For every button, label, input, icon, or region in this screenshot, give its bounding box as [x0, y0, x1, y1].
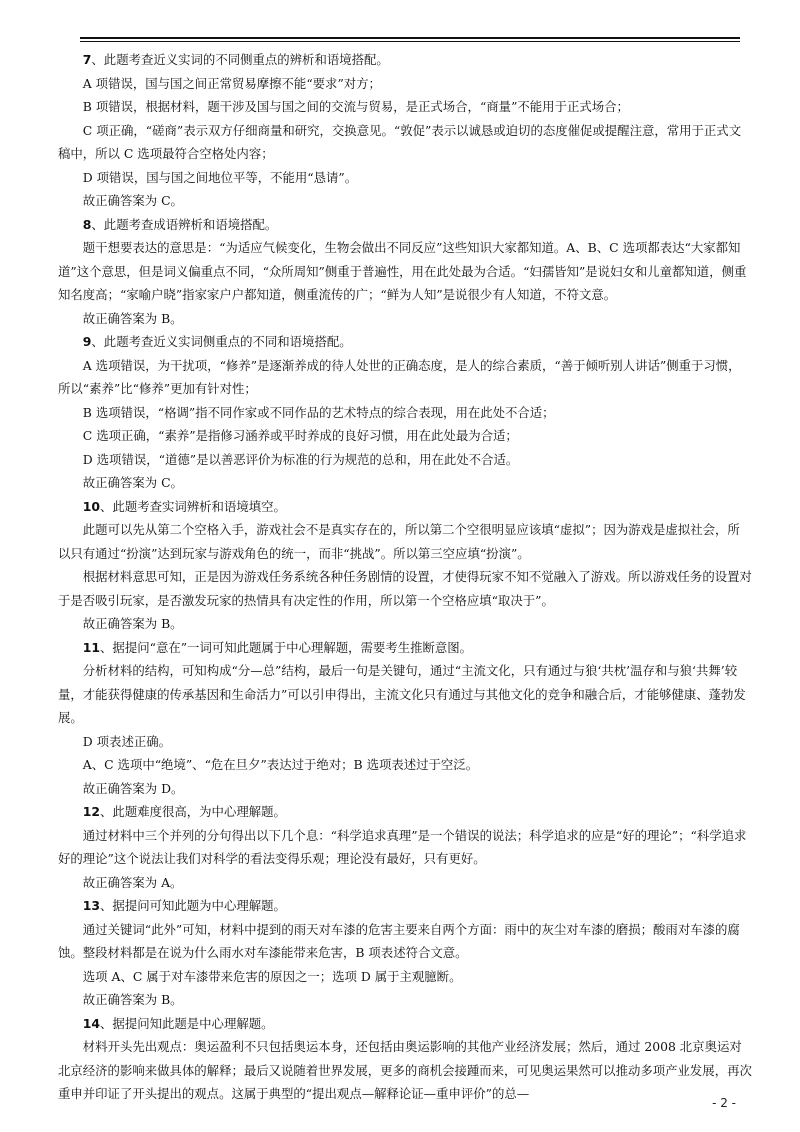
q12-number: 12: [82, 804, 101, 819]
q14-heading: [58, 1012, 752, 1036]
q12-answer: 故正确答案为 A。: [82, 874, 183, 890]
q13-number: 13: [82, 898, 101, 913]
q9-option-c: C 选项正确，“素养”是指修习涵养或平时养成的良好习惯，用在此处最为合适；: [82, 428, 518, 443]
q11-paragraph-1: 分析材料的结构，可知构成“分—总”结构，最后一句是关键句，通过“主流文化，只有通过与狼‘共枕’温存和与狼‘共舞’较量，才能获得健康的传承基因和生命活力”可以引申得出，主流文化只有通过与其他文化的竞争和融合后，才能够健康、蓬勃发展。: [58, 663, 746, 725]
q8-heading: [58, 213, 752, 237]
q7-option-a: A 项错误，国与国之间正常贸易摩擦不能“要求”对方；: [82, 75, 381, 91]
q11-answer: 故正确答案为 D。: [82, 780, 184, 796]
header-rule-thick: [80, 37, 740, 39]
q11-paragraph-2: D 项表述正确。: [82, 733, 172, 749]
q7-option-b: B 项错误，根据材料，题干涉及国与国之间的交流与贸易，是正式场合，“商量”不能用于正式场合；: [82, 99, 629, 114]
q9-heading: [58, 330, 752, 354]
q13-paragraph-1: 通过关键词“此外”可知，材料中提到的雨天对车漆的危害主要来自两个方面：雨中的灰尘对车漆的磨损；酸雨对车漆的腐蚀。整段材料都是在说为什么雨水对车漆能带来危害，B 项表述符合文意。: [58, 921, 740, 960]
q12-paragraph-1: 通过材料中三个并列的分句得出以下几个息：“科学追求真理”是一个错误的说法；科学追求的应是“好的理论”；“科学追求好的理论”这个说法让我们对科学的看法变得乐观；理论没有最好，只有更好。: [58, 827, 747, 866]
q9-option-a: A 选项错误，为干扰项，“修养”是逐渐养成的待人处世的正确态度，是人的综合素质，“善于倾听别人讲话”侧重于习惯，所以“素养”比“修养”更加有针对性；: [58, 357, 741, 396]
q14-paragraph-1: 材料开头先出观点：奥运盈利不只包括奥运本身，还包括由奥运影响的其他产业经济发展；然后，通过 2008 北京奥运对北京经济的影响来做具体的解释；最后又说随着世界发展，更多的商机会接踵而来，可见奥运果然可以推动多项产业发展，再次重申并印证了开头提出的观点。这属于典型的“提出观点—解释论证—重申评价”的总—: [58, 1039, 752, 1101]
q10-paragraph-1: 此题可以先从第二个空格入手，游戏社会不是真实存在的，所以第二个空很明显应该填“虚拟”；因为游戏是虚拟社会，所以只有通过“扮演”达到玩家与游戏角色的统一，而非“挑战”。所以第三空应填“扮演”。: [58, 522, 740, 561]
q11-paragraph-3: A、C 选项中“绝境”、“危在旦夕”表达过于绝对；B 选项表述过于空泛。: [82, 757, 479, 772]
q9-answer: 故正确答案为 C。: [82, 475, 183, 490]
q10-heading: [58, 495, 752, 519]
answer-explanations: [58, 48, 752, 1106]
q9-heading-text: 、此题考查近义实词侧重点的不同和语境搭配。: [91, 334, 352, 349]
q12-heading-text: 、此题难度很高，为中心理解题。: [100, 804, 286, 819]
q8-number: 8: [82, 216, 92, 232]
q7-heading-text: 、此题考查近义实词的不同侧重点的辨析和语境搭配。: [91, 52, 389, 67]
q7-option-c: C 项正确，“磋商”表示双方仔细商量和研究，交换意见。“敦促”表示以诚恳或迫切的态度催促或提醒注意，常用于正式文稿中，所以 C 选项最符合空格处内容；: [58, 122, 742, 161]
q9-option-d: D 选项错误，“道德”是以善恶评价为标准的行为规范的总和，用在此处不合适。: [82, 451, 519, 467]
q13-heading: [58, 894, 752, 918]
q11-heading-text: 、据提问“意在”一词可知此题属于中心理解题，需要考生推断意图。: [100, 639, 473, 655]
q9-number: 9: [82, 334, 92, 349]
q7-answer: 故正确答案为 C。: [82, 193, 183, 208]
q10-answer: 故正确答案为 B。: [82, 616, 183, 631]
q12-heading: [58, 800, 752, 824]
q8-paragraph-1: 题干想要表达的意思是：“为适应气候变化，生物会做出不同反应”这些知识大家都知道。A、B、C 选项都表达“大家都知道”这个意思，但是词义偏重点不同，“众所周知”侧重于普遍性，用在此处最为合适。“妇孺皆知”是说妇女和儿童都知道，侧重知名度高；“家喻户晓”指家家户户都知道，侧重流传的广；“鲜为人知”是说很少有人知道，不符文意。: [58, 240, 747, 302]
q11-number: 11: [82, 639, 101, 655]
q7-option-d: D 项错误，国与国之间地位平等，不能用“恳请”。: [82, 169, 358, 185]
q9-option-b: B 选项错误，“格调”指不同作家或不同作品的艺术特点的综合表现，用在此处不合适；: [82, 404, 555, 420]
q8-answer: 故正确答案为 B。: [82, 310, 183, 326]
q14-heading-text: 、据提问知此题是中心理解题。: [100, 1015, 274, 1031]
q7-heading: [58, 48, 752, 72]
q10-heading-text: 、此题考查实词辨析和语境填空。: [100, 498, 286, 514]
q14-number: 14: [82, 1015, 101, 1031]
q13-heading-text: 、据提问可知此题为中心理解题。: [100, 898, 286, 913]
q13-paragraph-2: 选项 A、C 属于对车漆带来危害的原因之一；选项 D 属于主观臆断。: [82, 968, 462, 984]
q8-heading-text: 、此题考查成语辨析和语境搭配。: [91, 216, 278, 232]
q7-number: 7: [82, 52, 92, 67]
q11-heading: [58, 636, 752, 660]
page-number: - 2 -: [712, 1096, 736, 1110]
header-rule-thin: [80, 41, 740, 42]
q13-answer: 故正确答案为 B。: [82, 992, 183, 1007]
q10-paragraph-2: 根据材料意思可知，正是因为游戏任务系统各种任务剧情的设置，才使得玩家不知不觉融入了游戏。所以游戏任务的设置对于是否吸引玩家，是否激发玩家的热情具有决定性的作用，所以第一个空格应填“取决于”。: [58, 569, 752, 608]
q10-number: 10: [82, 498, 101, 514]
